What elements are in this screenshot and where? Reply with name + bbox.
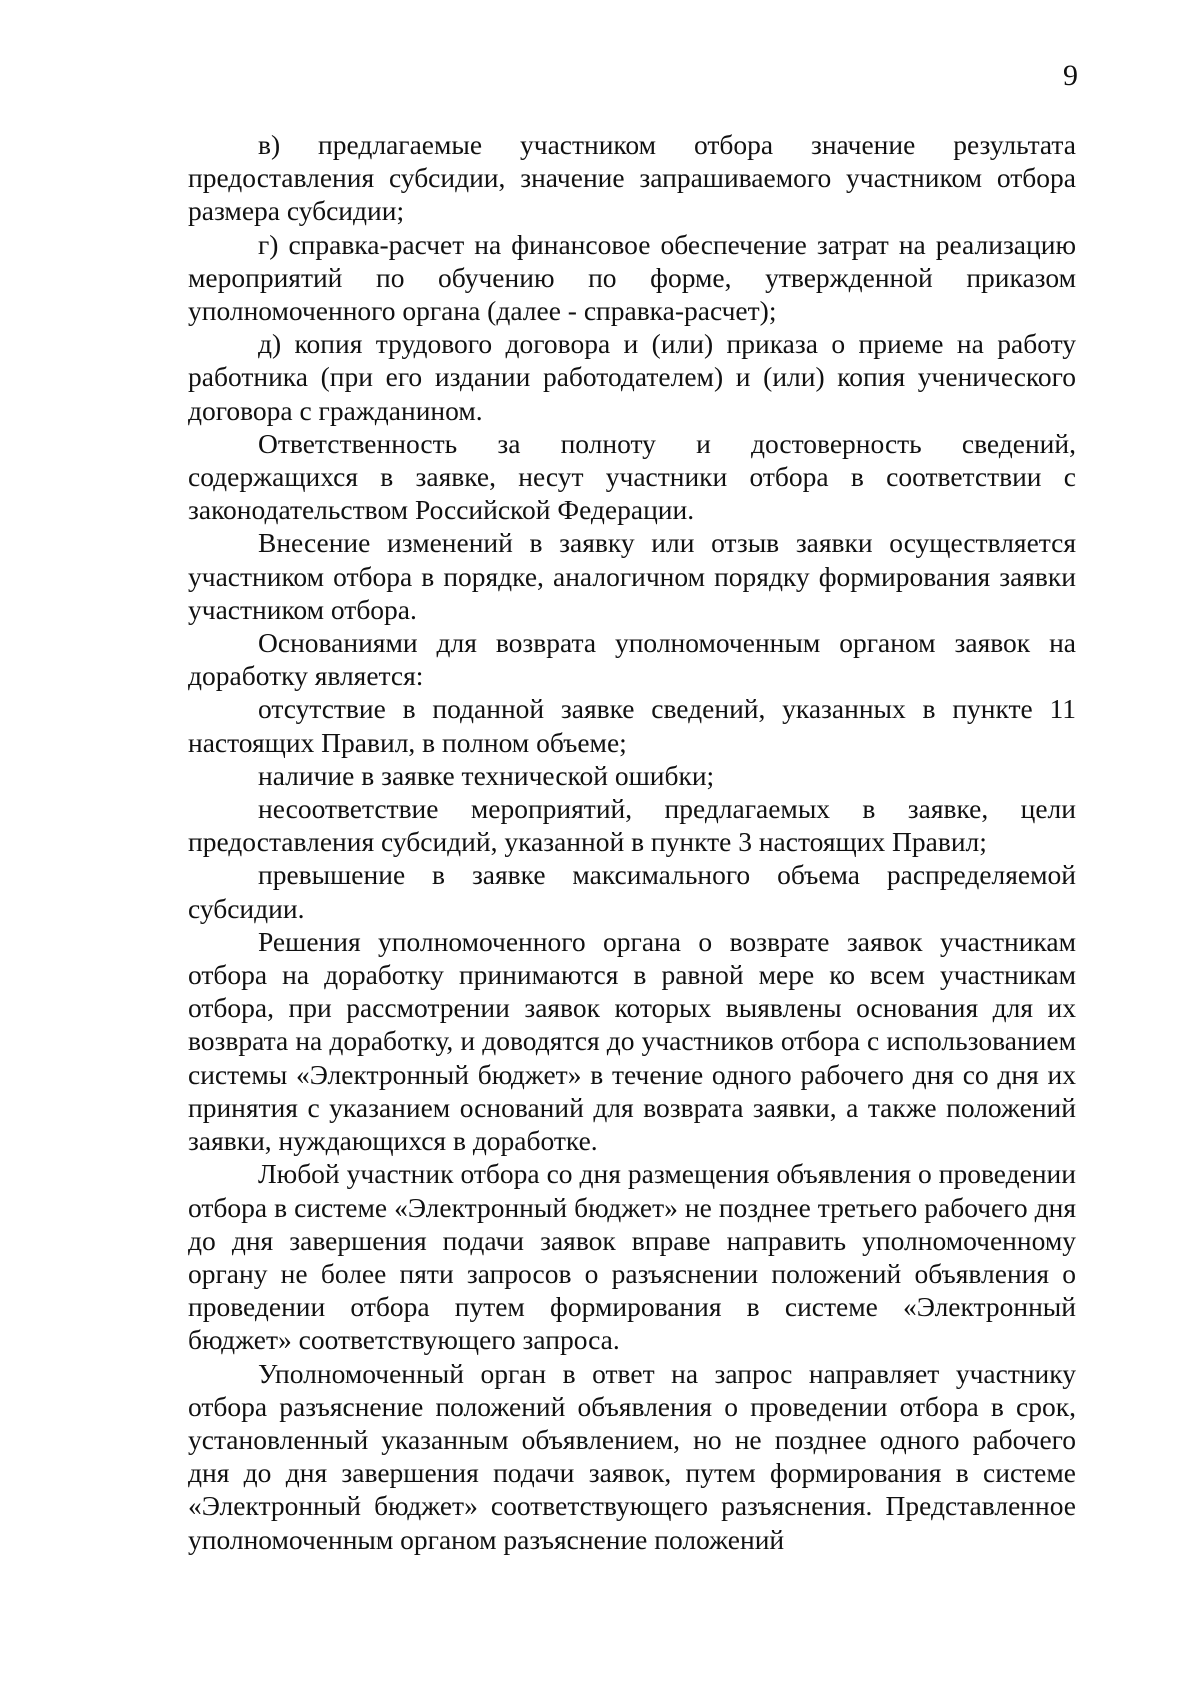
paragraph-return-decisions: Решения уполномоченного органа о возврате заявок участникам отбора на доработку принимаются в равной мере ко всем участникам отбора, при рассмотрении заявок которых выявлены основания для их возврата на доработку, и доводятся до участников отбора с использованием системы «Электронный бюджет» в течение одного рабочего дня со дня их принятия с указанием оснований для возврата заявки, а также положений заявки, нуждающихся в доработке. <box>188 925 1076 1157</box>
paragraph-ground-mismatch: несоответствие мероприятий, предлагаемых в заявке, цели предоставления субсидий, указанной в пункте 3 настоящих Правил; <box>188 793 1076 858</box>
paragraph-ground-technical-error: наличие в заявке технической ошибки; <box>258 759 715 791</box>
paragraph-return-grounds: Основаниями для возврата уполномоченным органом заявок на доработку является: <box>188 627 1076 692</box>
paragraph-clarification-response: Уполномоченный орган в ответ на запрос направляет участнику отбора разъяснение положений объявления о проведении отбора в срок, установленный указанным объявлением, но не позднее одного рабочего дня до дня завершения подачи заявок, путем формирования в системе «Электронный бюджет» соответствующего разъяснения. Представленное уполномоченным органом разъяснение положений <box>188 1357 1076 1555</box>
paragraph-item-d: д) копия трудового договора и (или) приказа о приеме на работу работника (при его издании работодателем) и (или) копия ученического договора с гражданином. <box>188 328 1076 426</box>
page-number: 9 <box>1063 59 1078 92</box>
paragraph-item-v: в) предлагаемые участником отбора значение результата предоставления субсидии, значение запрашиваемого участником отбора размера субсидии; <box>188 129 1076 227</box>
paragraph-ground-excess: превышение в заявке максимального объема распределяемой субсидии. <box>188 859 1076 924</box>
paragraph-responsibility: Ответственность за полноту и достоверность сведений, содержащихся в заявке, несут участники отбора в соответствии с законодательством Российской Федерации. <box>188 427 1076 526</box>
paragraph-item-g: г) справка-расчет на финансовое обеспечение затрат на реализацию мероприятий по обучению по форме, утвержденной приказом уполномоченного органа (далее - справка-расчет); <box>188 228 1076 327</box>
paragraph-changes: Внесение изменений в заявку или отзыв заявки осуществляется участником отбора в порядке, аналогичном порядку формирования заявки участником отбора. <box>188 527 1076 625</box>
paragraph-ground-missing-info: отсутствие в поданной заявке сведений, указанных в пункте 11 настоящих Правил, в полном объеме; <box>188 693 1076 758</box>
paragraph-clarification-requests: Любой участник отбора со дня размещения объявления о проведении отбора в системе «Электронный бюджет» не позднее третьего рабочего дня до дня завершения подачи заявок вправе направить уполномоченному органу не более пяти запросов о разъяснении положений объявления о проведении отбора путем формирования в системе «Электронный бюджет» соответствующего запроса. <box>188 1158 1076 1356</box>
document-body <box>188 128 1076 1556</box>
